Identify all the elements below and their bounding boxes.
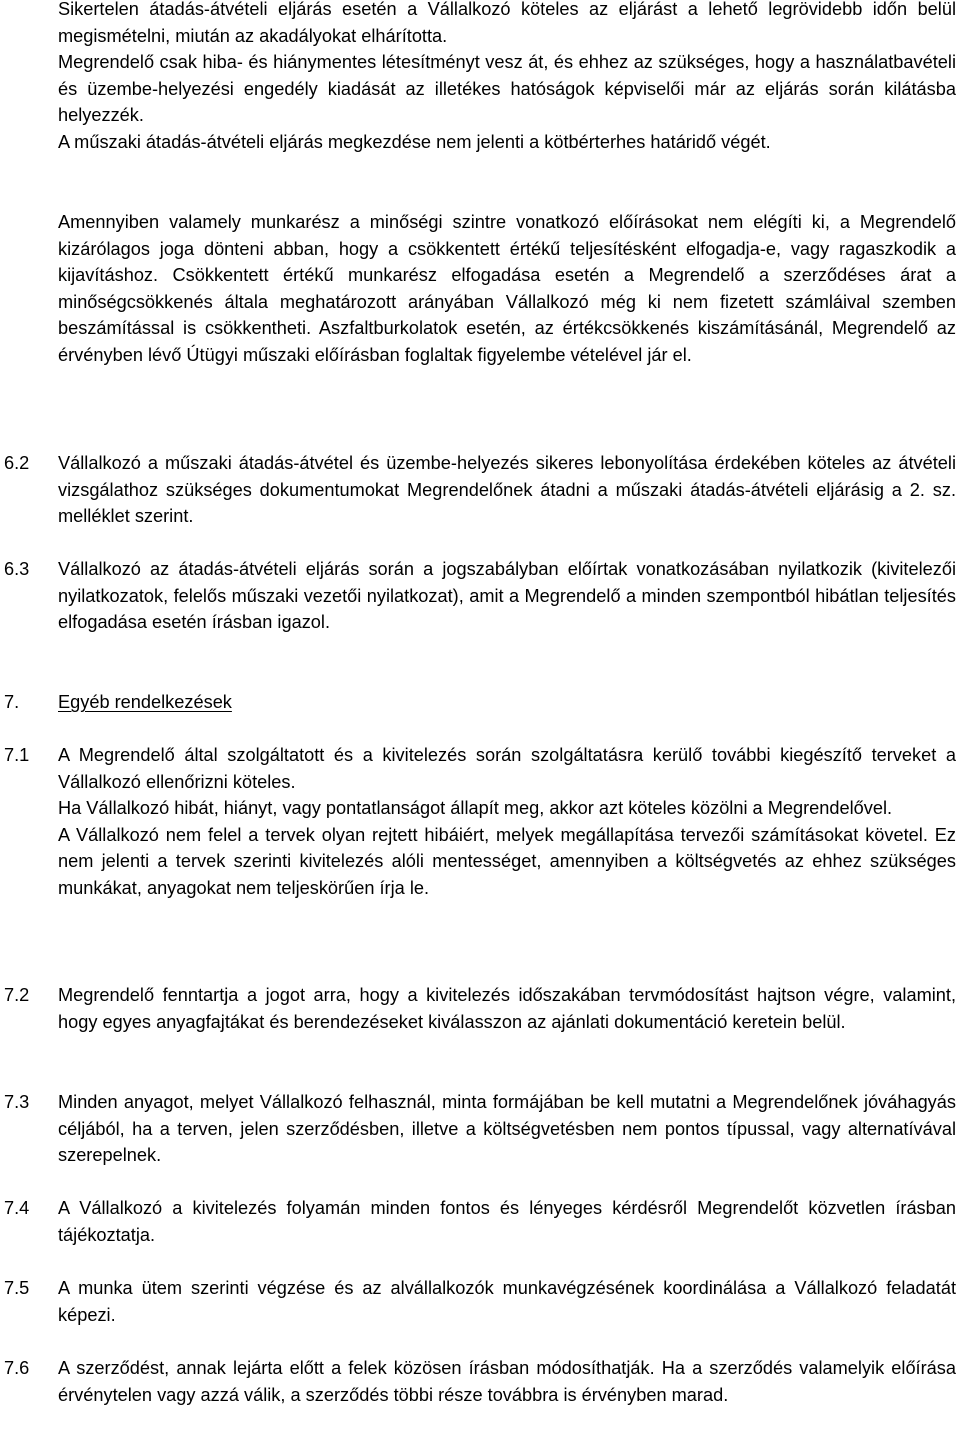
section-7-1 <box>0 742 956 902</box>
section-number: 7.1 <box>4 745 30 765</box>
section-number: 7.4 <box>4 1198 30 1218</box>
section-paragraph-2: Ha Vállalkozó hibát, hiányt, vagy pontatlanságot állapít meg, akkor azt köteles közölni a Megrendelővel. <box>58 798 893 819</box>
intro-paragraph-1: Sikertelen átadás-átvételi eljárás esetén a Vállalkozó köteles az eljárást a lehető legrövidebb időn belül megismételni, miután az akadályokat elhárította. <box>58 0 956 46</box>
section-6-2 <box>0 450 956 530</box>
section-title: Egyéb rendelkezések <box>58 692 232 712</box>
intro-block <box>0 0 956 156</box>
section-7-heading <box>0 689 956 716</box>
section-text: Megrendelő fenntartja a jogot arra, hogy a kivitelezés időszakában tervmódosítást hajtson végre, valamint, hogy egyes anyagfajtákat és berendezéseket kiválasszon az ajánlati dokumentáció keretein belül. <box>58 985 956 1032</box>
section-paragraph-1: A Megrendelő által szolgáltatott és a kivitelezés során szolgáltatásra kerülő további kiegészítő terveket a Vállalkozó ellenőrizni köteles. <box>58 745 956 792</box>
section-number: 7.2 <box>4 985 30 1005</box>
section-text: A munka ütem szerinti végzése és az alvállalkozók munkavégzésének koordinálása a Vállalkozó feladatát képezi. <box>58 1278 956 1325</box>
section-paragraph-3: A Vállalkozó nem felel a tervek olyan rejtett hibáiért, melyek megállapítása tervezői számításokat követel. Ez nem jelenti a tervek szerinti kivitelezés alóli mentességet, amennyiben a költségvetés az ehhez szükséges munkákat, anyagokat nem teljeskörűen írja le. <box>58 824 956 898</box>
section-text: Vállalkozó az átadás-átvételi eljárás során a jogszabályban előírtak vonatkozásában nyilatkozik (kivitelezői nyilatkozatok, felelős műszaki vezetői nyilatkozat), amit a Megrendelő a minden szempontból hibátlan teljesítés elfogadása esetén írásban igazol. <box>58 559 956 633</box>
section-number: 7.5 <box>4 1278 30 1298</box>
section-text: Vállalkozó a műszaki átadás-átvétel és üzembe-helyezés sikeres lebonyolítása érdekében köteles az átvételi vizsgálathoz szükséges dokumentumokat Megrendelőnek átadni a műszaki átadás-átvételi eljárásig a 2. sz. melléklet szerint. <box>58 453 956 527</box>
section-number: 6.2 <box>4 453 30 473</box>
intro-paragraph-3: A műszaki átadás-átvételi eljárás megkezdése nem jelenti a kötbérterhes határidő végét. <box>58 131 771 152</box>
section-number: 7.3 <box>4 1092 30 1112</box>
section-text: A Vállalkozó a kivitelezés folyamán minden fontos és lényeges kérdésről Megrendelőt közvetlen írásban tájékoztatja. <box>58 1198 956 1245</box>
quality-paragraph: Amennyiben valamely munkarész a minőségi szintre vonatkozó előírásokat nem elégíti ki, a Megrendelő kizárólagos joga dönteni abban, hogy a csökkentett értékű teljesítésként elfogadja-e, vagy ragaszkodik a kijavításhoz. Csökkentett értékű munkarész elfogadása esetén a Megrendelő a szerződéses árat a minőségcsökkenés általa meghatározott arányában Vállalkozó még ki nem fizetett számláival szemben beszámítással is csökkentheti. Aszfaltburkolatok esetén, az értékcsökkenés kiszámításánál, Megrendelő az érvényben lévő Útügyi műszaki előírásban foglaltak figyelembe vételével jár el. <box>58 212 956 365</box>
quality-block <box>0 209 956 369</box>
section-7-5 <box>0 1275 956 1328</box>
section-7-2 <box>0 982 956 1035</box>
section-7-3 <box>0 1089 956 1169</box>
section-number: 7.6 <box>4 1358 30 1378</box>
intro-paragraph-2: Megrendelő csak hiba- és hiánymentes létesítményt vesz át, és ehhez az szükséges, hogy a használatbavételi és üzembe-helyezési engedély kiadását az illetékes hatóságok képviselői már az eljárás során kilátásba helyezzék. <box>58 52 956 126</box>
section-number: 6.3 <box>4 559 30 579</box>
section-7-4 <box>0 1195 956 1248</box>
section-text: Minden anyagot, melyet Vállalkozó felhasznál, minta formájában be kell mutatni a Megrendelőnek jóváhagyás céljából, ha a terven, jelen szerződésben, illetve a költségvetésben nem pontos típussal, vagy alternatívával szerepelnek. <box>58 1092 956 1166</box>
section-text: A szerződést, annak lejárta előtt a felek közösen írásban módosíthatják. Ha a szerződés valamelyik előírása érvénytelen vagy azzá válik, a szerződés többi része továbbra is érvényben marad. <box>58 1358 956 1405</box>
section-7-6 <box>0 1355 956 1408</box>
section-6-3 <box>0 556 956 636</box>
section-number: 7. <box>4 692 20 712</box>
